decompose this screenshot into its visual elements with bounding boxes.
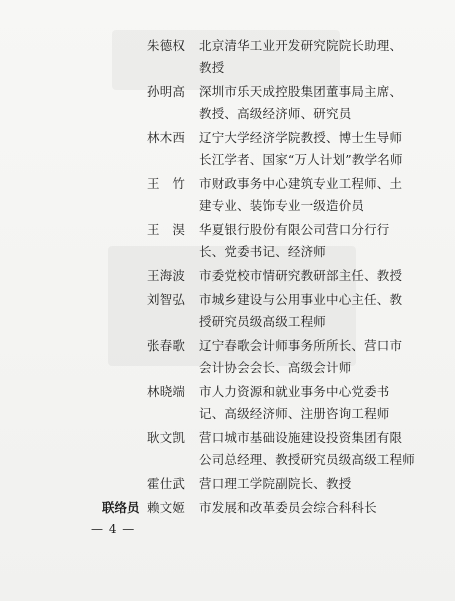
member-title-line: 长江学者、国家“万人计划”教学名师 xyxy=(199,152,403,167)
member-title-line: 记、高级经济师、注册咨询工程师 xyxy=(199,406,390,421)
member-title xyxy=(199,173,404,217)
member-name: 张春歌 xyxy=(147,338,186,353)
member-title-line: 授研究员级高级工程师 xyxy=(199,314,327,329)
member-title-line: 公司总经理、教授研究员级高级工程师 xyxy=(199,452,415,467)
member-title-line: 市城乡建设与公用事业中心主任、教 xyxy=(199,292,403,307)
member-title-line: 辽宁春歌会计师事务所所长、营口市 xyxy=(199,338,403,353)
member-title-line: 市委党校市情研究教研部主任、教授 xyxy=(199,268,403,283)
member-name: 孙明高 xyxy=(147,84,186,99)
member-title-line: 市发展和改革委员会综合科科长 xyxy=(199,500,377,515)
page-number: — 4 — xyxy=(91,522,136,536)
member-title xyxy=(199,473,404,495)
member-title xyxy=(199,35,404,79)
member-name: 耿文凯 xyxy=(147,430,186,445)
member-title-line: 营口理工学院副院长、教授 xyxy=(199,476,352,491)
member-title xyxy=(199,427,415,471)
member-name: 王海波 xyxy=(147,268,186,283)
member-name: 霍仕武 xyxy=(147,476,186,491)
member-name: 林木西 xyxy=(147,130,186,145)
member-name: 王 淏 xyxy=(147,222,186,237)
member-name: 王 竹 xyxy=(147,176,186,191)
member-title-line: 会计协会会长、高级会计师 xyxy=(199,360,352,375)
member-title-line: 营口城市基础设施建设投资集团有限 xyxy=(199,430,403,445)
member-title-line: 辽宁大学经济学院教授、博士生导师 xyxy=(199,130,403,145)
member-name: 赖文姬 xyxy=(147,500,186,515)
member-title-line: 长、党委书记、经济师 xyxy=(199,244,327,259)
member-title-line: 市财政事务中心建筑专业工程师、土 xyxy=(199,176,403,191)
member-title-line: 市人力资源和就业事务中心党委书 xyxy=(199,384,390,399)
member-title xyxy=(199,497,404,519)
member-title xyxy=(199,381,404,425)
member-title xyxy=(199,127,404,171)
contact-role-label: 联络员 xyxy=(102,500,140,515)
member-title-line: 深圳市乐天成控股集团董事局主席、 xyxy=(199,84,403,99)
member-title-line: 教授 xyxy=(199,60,225,75)
member-title xyxy=(199,81,404,125)
member-title-line: 教授、高级经济师、研究员 xyxy=(199,106,352,121)
member-title xyxy=(199,289,404,333)
member-title-line: 北京清华工业开发研究院院长助理、 xyxy=(199,38,403,53)
member-name: 刘智弘 xyxy=(147,292,186,307)
member-title xyxy=(199,219,404,263)
member-title xyxy=(199,265,404,287)
member-name: 朱德权 xyxy=(147,38,186,53)
member-name: 林晓端 xyxy=(147,384,186,399)
member-title xyxy=(199,335,404,379)
member-title-line: 建专业、装饰专业一级造价员 xyxy=(199,198,365,213)
member-title-line: 华夏银行股份有限公司营口分行行 xyxy=(199,222,390,237)
